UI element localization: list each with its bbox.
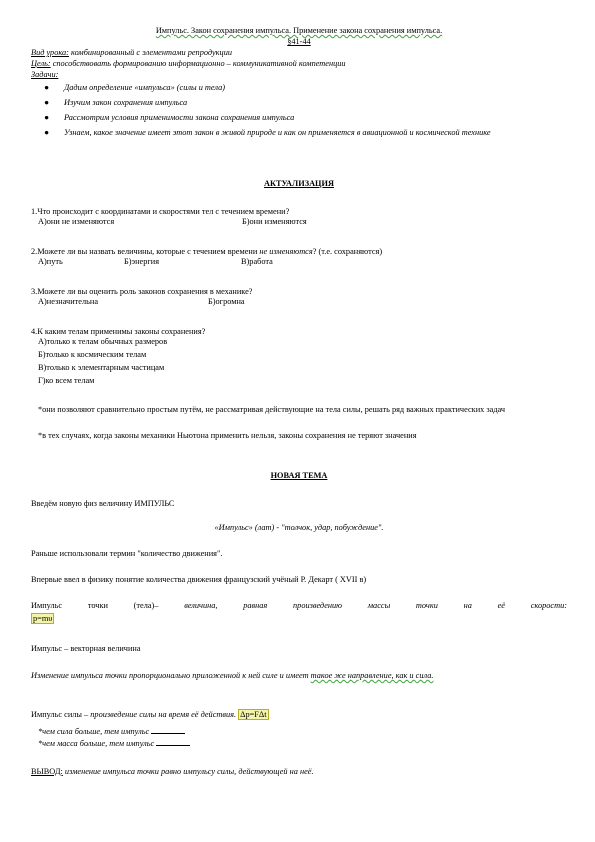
tasks-label-text: Задачи: [31,70,59,79]
task-text: Рассмотрим условия применимости закона сохранения импульса [64,113,295,122]
hint-2 [31,737,574,749]
history-line-1 [31,549,567,559]
note-2 [31,431,574,441]
change-statement [31,671,567,681]
intro-line [31,499,567,509]
task-item [44,113,567,128]
answer-option: Б)только к космическим телам [38,350,147,360]
etymology-line [31,523,567,533]
force-impulse-text: произведение силы на время её действия. [90,710,237,719]
lesson-aim-label: Цель: [31,59,51,68]
q2-start: 2.Можете ли вы назвать величины, которые с течением времени [31,247,260,256]
answer-option: Б)они изменяются [242,217,307,227]
task-item [44,128,567,138]
hint-text: *чем сила больше, тем импульс [38,727,150,736]
answer-option: А)незначительна [38,297,99,307]
q2-italic: не изменяются [259,247,313,256]
conclusion [31,767,567,777]
title-text: Импульс. Закон сохранения импульса. Применение закона сохранения импульса. [155,26,443,35]
task-item [44,98,567,113]
lesson-aim-value: способствовать формированию информационно – коммуникативной компетенции [50,59,346,68]
note-text: *они позволяют сравнительно простым путём, не рассматривая действующие на тела силы, решать ряд важных практических задач [38,405,506,414]
history-line-2 [31,575,567,585]
answer-option: В)работа [241,257,273,267]
question-text: 4.К каким телам применимы законы сохранения? [31,327,206,336]
document-title [31,26,567,36]
section-heading-actualization [31,179,567,189]
change-wavy-text: такое же направление, как и сила. [310,671,434,680]
history-text: Впервые ввел в физику понятие количества движения французский учёный Р. Декарт ( XVII в) [31,575,367,584]
lesson-aim [31,59,567,69]
answer-blank[interactable] [151,725,185,734]
lesson-tasks-label [31,70,567,80]
answer-option: А)только к телам обычных размеров [38,337,168,347]
force-impulse-term: Импульс силы – [31,710,91,719]
task-text: Дадим определение «импульса» (силы и тела) [64,83,226,92]
question-3 [31,287,567,307]
section-heading-new-topic [31,471,567,481]
answer-option: А)путь [38,257,63,267]
answer-row [31,257,567,267]
note-text: *в тех случаях, когда законы механики Ньютона применить нельзя, законы сохранения не теряют значения [38,431,417,440]
q2-end: ? (т.е. сохраняются) [312,247,383,256]
history-text: Раньше использовали термин "количество движения". [31,549,223,558]
answer-row [31,297,567,307]
hint-1 [31,725,574,737]
formula-momentum: p=mυ [33,614,53,624]
lesson-type-label: Вид урока: [31,48,69,57]
tasks-list [31,83,567,138]
etymology-text: «Импульс» (лат) - "толчок, удар, побуждение". [214,523,384,532]
vector-text: Импульс – векторная величина [31,644,141,653]
bullet-icon: ● [44,113,50,122]
answer-option: В)только к элементарным частицам [38,363,165,373]
question-text: 3.Можете ли вы оценить роль законов сохранения в механике? [31,287,253,296]
definition-text: величина, равная произведению массы точки на её скорости: [184,601,567,610]
intro-text: Введём новую физ величину ИМПУЛЬС [31,499,175,508]
question-2 [31,247,567,267]
answer-option: Б)энергия [124,257,160,267]
actualization-heading-text: АКТУАЛИЗАЦИЯ [264,179,334,188]
impulse-definition [31,601,567,624]
force-impulse-definition [31,710,567,720]
definition-term: Импульс точки (тела)– [31,601,185,610]
conclusion-text: изменение импульса точки равно импульсу силы, действующей на неё. [62,767,314,776]
lesson-type [31,48,567,58]
bullet-icon: ● [44,83,50,92]
task-item [44,83,567,98]
answer-option: Г)ко всем телам [38,376,95,386]
question-text [31,247,567,257]
task-text: Узнаем, какое значение имеет этот закон в живой природе и как он применяется в авиационной и космической технике [64,128,491,137]
answer-row [31,217,567,227]
bullet-icon: ● [44,98,50,107]
definition-line [31,601,567,611]
task-text: Изучим закон сохранения импульса [64,98,188,107]
conclusion-label: ВЫВОД: [31,767,63,776]
new-topic-heading-text: НОВАЯ ТЕМА [270,471,328,480]
answer-option: А)они не изменяются [38,217,115,227]
answer-blank[interactable] [156,737,190,746]
vector-note [31,644,567,654]
bullet-icon: ● [44,128,50,137]
answer-option: Б)огромна [208,297,245,307]
note-1 [31,405,567,415]
question-1 [31,207,567,227]
formula-force-impulse: Δp=FΔt [240,710,267,719]
hint-text: *чем масса больше, тем импульс [38,739,155,748]
question-text: 1.Что происходит с координатами и скоростями тел с течением времени? [31,207,290,216]
question-4 [31,327,567,389]
change-text: Изменение импульса точки пропорционально приложенной к ней силе и имеет [31,671,311,680]
paragraph-range-text: §41-44 [287,37,311,46]
paragraph-range [31,37,567,47]
lesson-type-value: комбинированный с элементами репродукции [68,48,232,57]
